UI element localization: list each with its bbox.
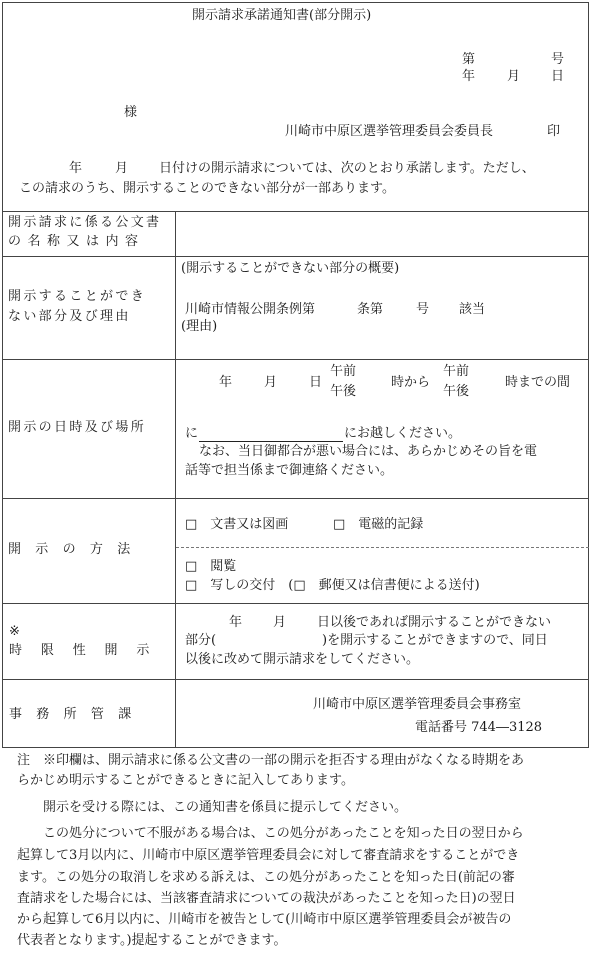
divider <box>2 603 589 604</box>
datetime-day: 日 <box>309 375 323 390</box>
issuer-name: 川崎市中原区選挙管理委員会委員長 <box>285 124 494 139</box>
limited-year: 年 <box>229 615 243 630</box>
datetime-am-2: 午前 <box>443 364 470 379</box>
limited-label: 時限性開示 <box>9 643 169 658</box>
undisclosable-label-line1: 開示することができ <box>8 289 147 304</box>
doc-name-label-line2: の名称又は内容 <box>8 234 145 249</box>
datetime-until: 時までの間 <box>505 375 571 390</box>
limited-line2-b: )を開示することができますので、同日 <box>322 633 548 648</box>
place-come: にお越しください。 <box>344 426 462 441</box>
datetime-pm-2: 午後 <box>443 384 470 399</box>
limited-month: 月 <box>273 615 287 630</box>
intro-year: 年 <box>69 161 83 176</box>
divider <box>2 498 589 499</box>
office-phone: 電話番号 744―3128 <box>415 720 543 735</box>
place-ni: に <box>185 426 199 441</box>
method-option-electronic[interactable]: □ 電磁的記録 <box>333 517 424 532</box>
limited-line3: 以後に改めて開示請求をしてください。 <box>185 652 420 667</box>
date-day: 日 <box>551 69 565 84</box>
place-blank <box>199 441 343 442</box>
ordinance-gaitou: 該当 <box>459 302 486 317</box>
method-option-document[interactable]: □ 文書又は図画 <box>185 517 289 532</box>
undisclosable-summary: (開示することができない部分の概要) <box>181 261 400 276</box>
datetime-pm-1: 午後 <box>330 384 357 399</box>
method-label: 開示の方法 <box>8 542 145 557</box>
note-line1: 注 ※印欄は、開示請求に係る公文書の一部の開示を拒否する理由がなくなる時期をあ <box>17 753 525 768</box>
datetime-month: 月 <box>264 375 278 390</box>
note-line4: この処分について不服がある場合は、この処分があったことを知った日の翌日から <box>43 826 524 841</box>
limited-line2-a: 部分( <box>185 633 217 648</box>
divider <box>2 679 589 680</box>
doc-name-label-line1: 開示請求に係る公文書 <box>8 215 162 230</box>
date-year: 年 <box>462 69 476 84</box>
note-line6: ます。この処分の取消しを求める訴えは、この処分があったことを知った日(前記の審 <box>17 870 515 885</box>
intro-month: 月 <box>115 161 129 176</box>
intro-line2: この請求のうち、開示することのできない部分が一部あります。 <box>19 181 395 196</box>
seal-mark: 印 <box>547 124 561 139</box>
divider <box>2 256 589 257</box>
intro-line1: 日付けの開示請求については、次のとおり承諾します。ただし、 <box>159 161 535 176</box>
office-label: 事務所管課 <box>9 707 146 722</box>
number-go: 号 <box>551 52 565 67</box>
column-divider <box>175 211 176 748</box>
note-line2: らかじめ明示することができるときに記入してあります。 <box>17 773 354 788</box>
method-option-viewing[interactable]: □ 閲覧 <box>185 559 237 574</box>
limited-line1: 日以後であれば開示することができない <box>317 615 552 630</box>
ordinance-text: 川崎市情報公開条例第 <box>185 302 316 317</box>
notice-line1: なお、当日御都合が悪い場合には、あらかじめその旨を電 <box>199 444 538 459</box>
ordinance-jo: 条第 <box>357 302 384 317</box>
note-line9: 代表者となります。)提起することができます。 <box>17 933 287 948</box>
method-option-copy[interactable]: □ 写しの交付 (□ 郵便又は信書便による送付) <box>185 578 480 593</box>
note-line8: から起算して6月以内に、川崎市を被告として(川崎市中原区選挙管理委員会が被告の <box>17 912 512 927</box>
number-dai: 第 <box>462 52 476 67</box>
dashed-divider <box>176 547 589 548</box>
notice-line2: 話等で担当係まで御連絡ください。 <box>185 463 394 478</box>
datetime-am-1: 午前 <box>330 364 357 379</box>
datetime-year: 年 <box>219 375 233 390</box>
limited-mark: ※ <box>9 624 20 639</box>
datetime-from: 時から <box>391 375 431 390</box>
datetime-label: 開示の日時及び場所 <box>8 420 147 435</box>
recipient-sama: 様 <box>124 105 138 120</box>
note-line7: 査請求をした場合には、当該審査請求についての裁決があったことを知った日)の翌日 <box>17 891 516 906</box>
undisclosable-label-line2: ない部分及び理由 <box>8 309 131 324</box>
ordinance-go: 号 <box>416 302 430 317</box>
divider <box>2 211 589 212</box>
divider <box>2 359 589 360</box>
office-name: 川崎市中原区選挙管理委員会事務室 <box>313 697 522 712</box>
reason-label: (理由) <box>181 319 218 334</box>
note-line5: 起算して3月以内に、川崎市中原区選挙管理委員会に対して審査請求をすることができ <box>17 848 520 863</box>
date-month: 月 <box>507 69 521 84</box>
note-line3: 開示を受ける際には、この通知書を係員に提示してください。 <box>43 800 408 815</box>
page-title: 開示請求承諾通知書(部分開示) <box>192 8 372 23</box>
